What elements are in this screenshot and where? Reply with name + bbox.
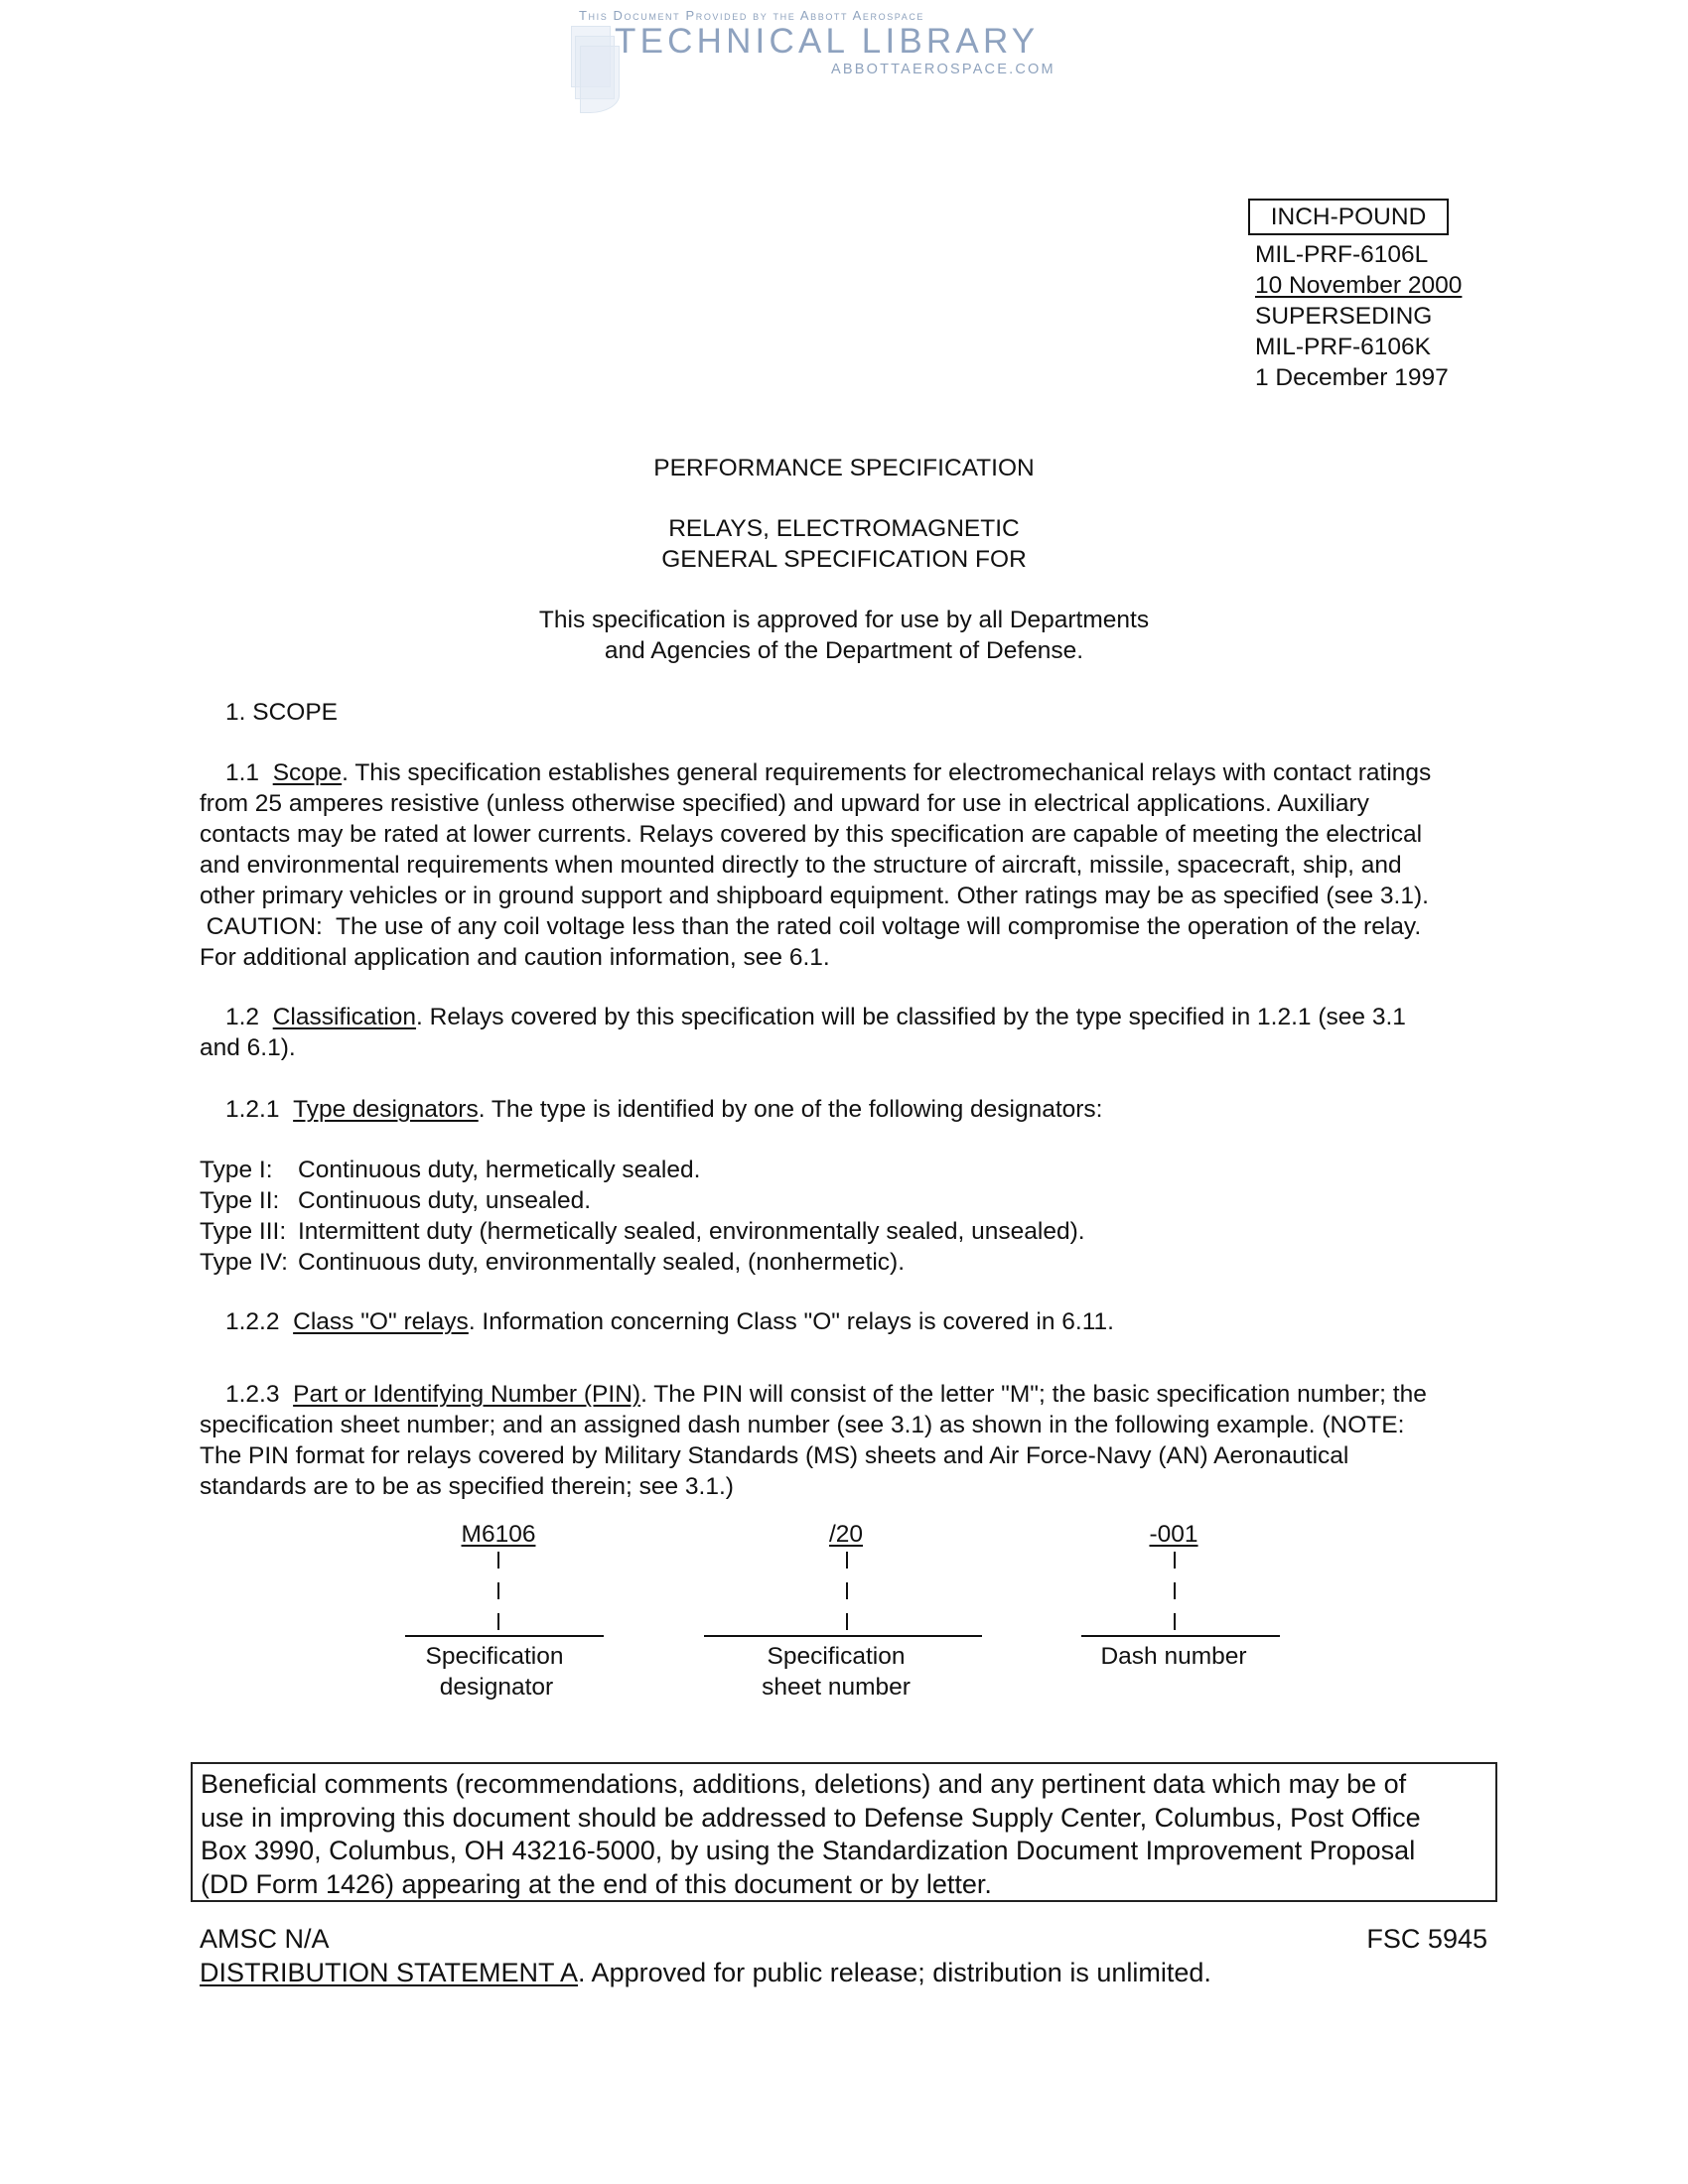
connector-pipe (497, 1582, 499, 1599)
paragraph-number: 1.1 (225, 759, 260, 786)
connector-pipe (1174, 1582, 1176, 1599)
paragraph-text: . Relays covered by this specification will be classified by the type specified in 1.2.1 (see 3.1 (416, 1004, 1406, 1030)
previous-document-date: 1 December 1997 (1255, 364, 1449, 391)
document-date: 10 November 2000 (1255, 272, 1463, 299)
paragraph-1-2-first-line (225, 1002, 1406, 1032)
paragraph-line: specification sheet number; and an assigned dash number (see 3.1) as shown in the following example. (NOTE: (200, 1412, 1405, 1438)
document-id: MIL-PRF-6106L (1255, 241, 1429, 268)
connector-pipe (497, 1613, 499, 1630)
beneficial-comments-box (191, 1762, 1497, 1902)
section-heading-scope: 1. SCOPE (225, 699, 339, 726)
previous-document-id: MIL-PRF-6106K (1255, 334, 1432, 360)
document-title-line-1: RELAYS, ELECTROMAGNETIC (668, 515, 1020, 542)
notice-line: Beneficial comments (recommendations, additions, deletions) and any pertinent data which may be of (201, 1769, 1407, 1799)
type-label: Type II: (200, 1187, 280, 1214)
watermark-title: TECHNICAL LIBRARY (615, 22, 1040, 61)
paragraph-line: contacts may be rated at lower currents. Relays covered by this specification are capable of meeting the electrical (200, 821, 1423, 848)
paragraph-1-2-2-first-line (225, 1306, 1114, 1337)
pin-label-line-1: Dash number (1100, 1643, 1247, 1670)
watermark-provided-by: This Document Provided by the Abbott Aerospace (579, 8, 925, 23)
paragraph-text: . Information concerning Class "O" relays is covered in 6.11. (468, 1308, 1114, 1335)
specification-type: PERFORMANCE SPECIFICATION (653, 455, 1035, 481)
paragraph-line: other primary vehicles or in ground support and shipboard equipment. Other ratings may be as specified (see 3.1). (200, 883, 1429, 909)
pin-label-line-2: designator (439, 1674, 554, 1701)
pin-label-line-1: Specification (767, 1643, 906, 1670)
paragraph-line: standards are to be as specified therein; see 3.1.) (200, 1473, 734, 1500)
paragraph-number: 1.2.1 (225, 1096, 280, 1123)
connector-pipe (846, 1552, 848, 1569)
pin-code-dash: -001 (1149, 1521, 1198, 1548)
type-description: Continuous duty, environmentally sealed, (nonhermetic). (298, 1249, 906, 1276)
type-label: Type I: (200, 1157, 273, 1183)
fsc-code: FSC 5945 (1366, 1924, 1487, 1954)
approval-statement-line-1: This specification is approved for use by all Departments (538, 607, 1150, 633)
paragraph-title: Scope (272, 759, 343, 786)
distribution-statement-title: DISTRIBUTION STATEMENT A (200, 1958, 579, 1987)
paragraph-title: Type designators (293, 1096, 479, 1123)
paragraph-text: . The type is identified by one of the following designators: (478, 1096, 1103, 1123)
distribution-statement (200, 1956, 1211, 1989)
paragraph-line: For additional application and caution information, see 6.1. (200, 944, 830, 971)
paragraph-1-2-3-first-line (225, 1379, 1427, 1410)
connector-baseline (1081, 1635, 1280, 1637)
paragraph-line: The PIN format for relays covered by Military Standards (MS) sheets and Air Force-Navy (AN) Aeronautical (200, 1442, 1349, 1469)
paragraph-line-caution: CAUTION: The use of any coil voltage less than the rated coil voltage will compromise the operation of the relay. (200, 913, 1422, 940)
watermark-url: ABBOTTAEROSPACE.COM (831, 62, 1055, 77)
type-description: Continuous duty, unsealed. (298, 1187, 592, 1214)
type-label: Type III: (200, 1218, 287, 1245)
approval-statement-line-2: and Agencies of the Department of Defense. (604, 637, 1084, 664)
paragraph-title: Part or Identifying Number (PIN) (293, 1381, 641, 1408)
notice-line: Box 3990, Columbus, OH 43216-5000, by using the Standardization Document Improvement Proposal (201, 1836, 1416, 1865)
connector-pipe (1174, 1613, 1176, 1630)
paragraph-line: and 6.1). (200, 1034, 296, 1061)
paragraph-1-1-first-line (225, 757, 1431, 788)
connector-pipe (1174, 1552, 1176, 1569)
paragraph-number: 1.2 (225, 1004, 260, 1030)
inch-pound-label: INCH-POUND (1248, 199, 1449, 235)
connector-baseline (704, 1635, 982, 1637)
superseding-label: SUPERSEDING (1255, 303, 1433, 330)
amsc-code: AMSC N/A (200, 1924, 330, 1954)
connector-pipe (497, 1552, 499, 1569)
paragraph-line: from 25 amperes resistive (unless otherwise specified) and upward for use in electrical applications. Auxiliary (200, 790, 1369, 817)
distribution-statement-text: . Approved for public release; distribution is unlimited. (578, 1958, 1211, 1987)
paragraph-number: 1.2.3 (225, 1381, 280, 1408)
paragraph-number: 1.2.2 (225, 1308, 280, 1335)
pin-label-line-2: sheet number (762, 1674, 911, 1701)
paragraph-title: Class "O" relays (293, 1308, 469, 1335)
pin-label-line-1: Specification (425, 1643, 564, 1670)
paragraph-text: . This specification establishes general requirements for electromechanical relays with contact ratings (342, 759, 1432, 786)
paragraph-text: . The PIN will consist of the letter "M"; the basic specification number; the (640, 1381, 1427, 1408)
pin-code-sheet: /20 (828, 1521, 864, 1548)
notice-line: use in improving this document should be addressed to Defense Supply Center, Columbus, Post Office (201, 1802, 1421, 1833)
pin-code-specification: M6106 (461, 1521, 536, 1548)
connector-pipe (846, 1613, 848, 1630)
notice-line: (DD Form 1426) appearing at the end of this document or by letter. (201, 1868, 992, 1899)
connector-pipe (846, 1582, 848, 1599)
logo-page-shape (580, 46, 620, 113)
type-label: Type IV: (200, 1249, 288, 1276)
paragraph-title: Classification (272, 1004, 417, 1030)
document-title-line-2: GENERAL SPECIFICATION FOR (661, 546, 1027, 573)
type-description: Intermittent duty (hermetically sealed, environmentally sealed, unsealed). (298, 1218, 1085, 1245)
abbott-technical-library-watermark (571, 4, 1097, 118)
type-description: Continuous duty, hermetically sealed. (298, 1157, 701, 1183)
paragraph-1-2-1-first-line (225, 1094, 1103, 1125)
paragraph-line: and environmental requirements when mounted directly to the structure of aircraft, missile, spacecraft, ship, and (200, 852, 1402, 879)
connector-baseline (405, 1635, 604, 1637)
